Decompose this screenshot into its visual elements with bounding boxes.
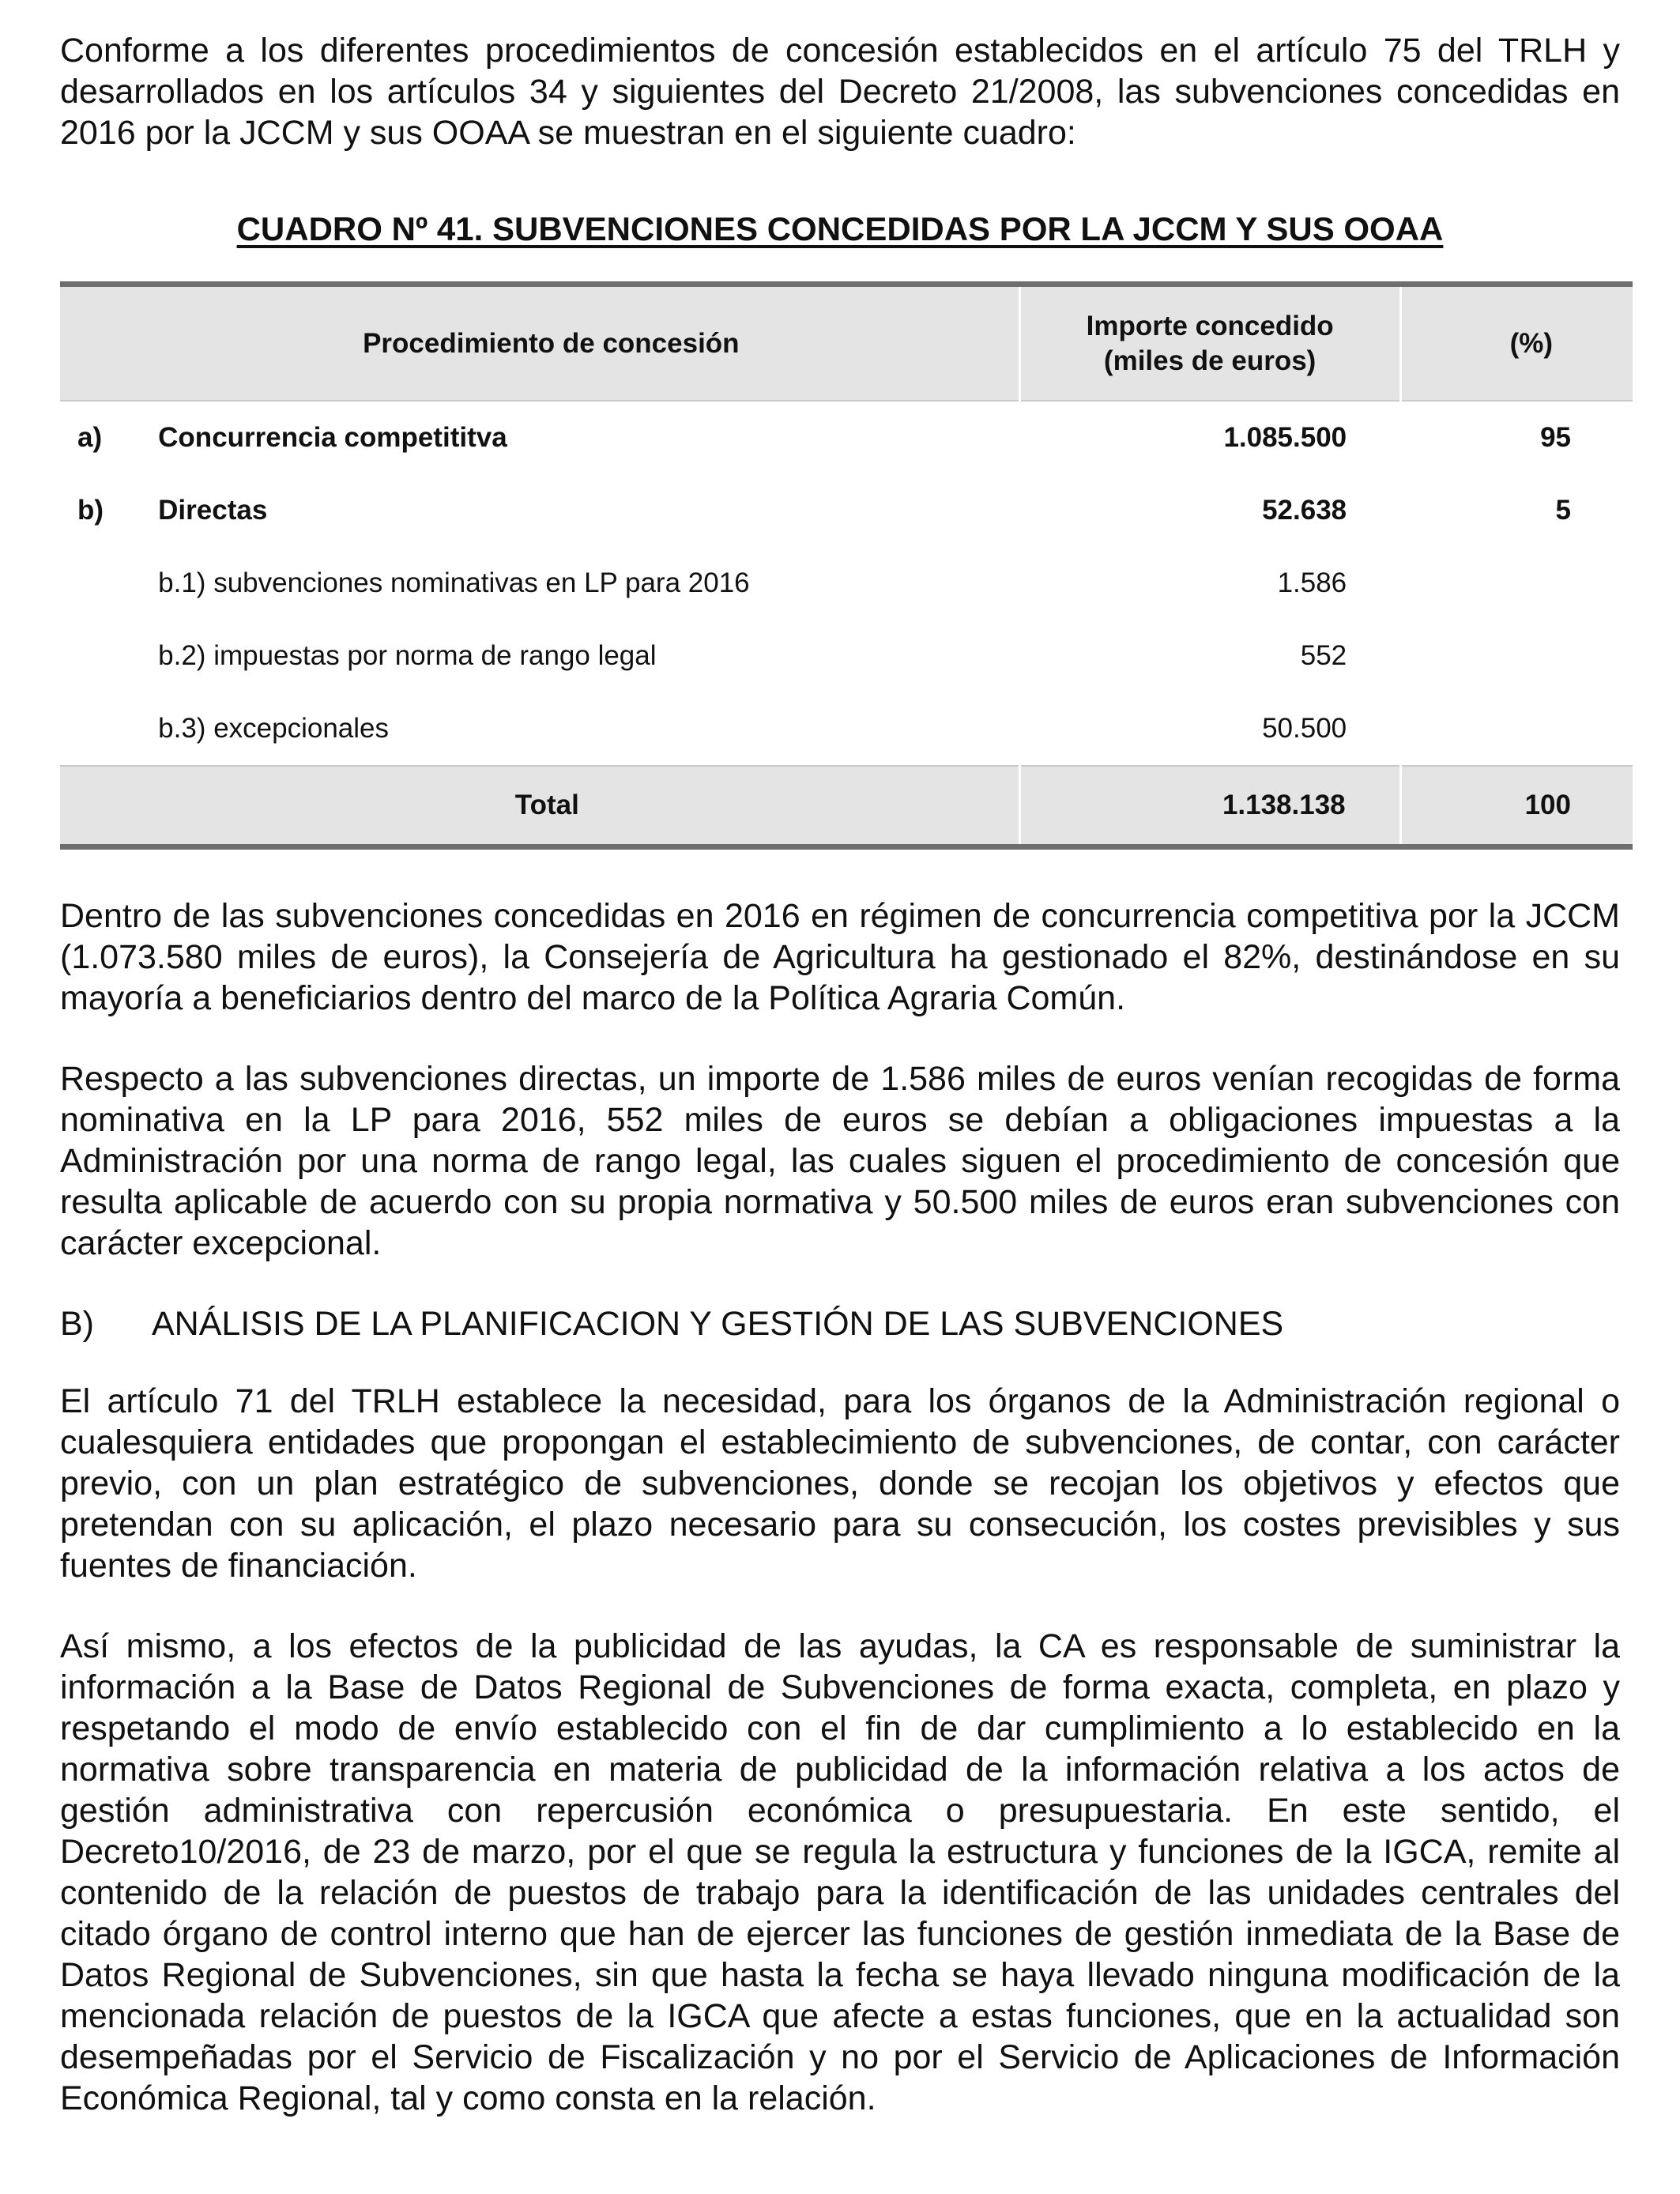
table-row: [60, 547, 1633, 620]
subsidies-table: [60, 281, 1633, 850]
row-amount: 52.638: [1262, 495, 1347, 526]
row-percent: [1400, 547, 1633, 620]
header-amount-line1: Importe concedido: [1086, 310, 1334, 341]
total-label: Total: [60, 766, 1019, 847]
paragraph-concurrencia: Dentro de las subvenciones concedidas en 2016 en régimen de concurrencia competitiva por la JCCM (1.073.580 miles de euros), la Consejería de Agricultura ha gestionado el 82%, destinándose en su mayoría a beneficiarios dentro del marco de la Política Agraria Común.: [60, 897, 1620, 1017]
total-amount: 1.138.138: [1019, 766, 1400, 847]
row-label: a): [77, 422, 103, 453]
paragraph-publicidad: Así mismo, a los efectos de la publicidad de las ayudas, la CA es responsable de suministrar la información a la Base de Datos Regional de Subvenciones de forma exacta, completa, en plazo y respetando el modo de envío establecido con el fin de dar cumplimiento a lo establecido en la normativa sobre transparencia en materia de publicidad de la información relativa a los actos de gestión administrativa con repercusión económica o presupuestaria. En este sentido, el Decreto10/2016, de 23 de marzo, por el que se regula la estructura y funciones de la IGCA, remite al contenido de la relación de puestos de trabajo para la identificación de las unidades centrales del citado órgano de control interno que han de ejercer las funciones de gestión inmediata de la Base de Datos Regional de Subvenciones, sin que hasta la fecha se haya llevado ninguna modificación de la mencionada relación de puestos de la IGCA que afecte a estas funciones, que en la actualidad son desempeñadas por el Servicio de Fiscalización y no por el Servicio de Aplicaciones de Información Económica Regional, tal y como consta en la relación.: [60, 1627, 1620, 2117]
table-total-row: [60, 766, 1633, 847]
row-amount: 552: [1300, 640, 1347, 671]
row-label: b): [77, 495, 104, 526]
section-title: ANÁLISIS DE LA PLANIFICACION Y GESTIÓN DE LAS SUBVENCIONES: [152, 1305, 1284, 1343]
row-percent: 5: [1555, 495, 1571, 526]
row-concept: Concurrencia competititva: [158, 422, 507, 453]
section-letter: B): [60, 1305, 94, 1343]
total-percent: 100: [1400, 766, 1633, 847]
table-row: [60, 620, 1633, 692]
paragraph-articulo-71: El artículo 71 del TRLH establece la necesidad, para los órganos de la Administración regional o cualesquiera entidades que propongan el establecimiento de subvenciones, de contar, con carácter previo, con un plan estratégico de subvenciones, donde se recojan los objetivos y efectos que pretendan con su aplicación, el plazo necesario para su consecución, los costes previsibles y sus fuentes de financiación.: [60, 1382, 1620, 1585]
row-amount: 1.586: [1277, 567, 1347, 598]
row-concept: b.3) excepcionales: [158, 713, 389, 744]
row-concept: b.1) subvenciones nominativas en LP para 2016: [158, 567, 750, 598]
row-label: [60, 692, 158, 766]
row-percent: [1400, 620, 1633, 692]
row-concept: b.2) impuestas por norma de rango legal: [158, 640, 657, 671]
header-amount: [1019, 285, 1400, 401]
header-percent: (%): [1400, 285, 1633, 401]
document-page: [60, 30, 1620, 2119]
row-percent: [1400, 692, 1633, 766]
row-percent: 95: [1540, 422, 1571, 453]
row-concept: Directas: [158, 495, 268, 526]
table-header-row: [60, 285, 1633, 401]
paragraph-directas: Respecto a las subvenciones directas, un importe de 1.586 miles de euros venían recogidas de forma nominativa en la LP para 2016, 552 miles de euros se debían a obligaciones impuestas a la Administración por una norma de rango legal, las cuales siguen el procedimiento de concesión que resulta aplicable de acuerdo con su propia normativa y 50.500 miles de euros eran subvenciones con carácter excepcional.: [60, 1060, 1620, 1262]
row-label: [60, 547, 158, 620]
table-row: [60, 474, 1633, 547]
intro-paragraph: Conforme a los diferentes procedimientos de concesión establecidos en el artículo 75 del TRLH y desarrollados en los artículos 34 y siguientes del Decreto 21/2008, las subvenciones concedidas en 2016 por la JCCM y sus OOAA se muestran en el siguiente cuadro:: [60, 32, 1620, 152]
table-row: [60, 401, 1633, 474]
table-caption: CUADRO Nº 41. SUBVENCIONES CONCEDIDAS POR LA JCCM Y SUS OOAA: [236, 210, 1444, 247]
section-heading: [60, 1303, 1620, 1344]
header-amount-line2: (miles de euros): [1103, 345, 1317, 376]
header-procedure: Procedimiento de concesión: [60, 285, 1019, 401]
table-row: [60, 692, 1633, 766]
row-label: [60, 620, 158, 692]
row-amount: 50.500: [1262, 713, 1347, 744]
row-amount: 1.085.500: [1223, 422, 1347, 453]
